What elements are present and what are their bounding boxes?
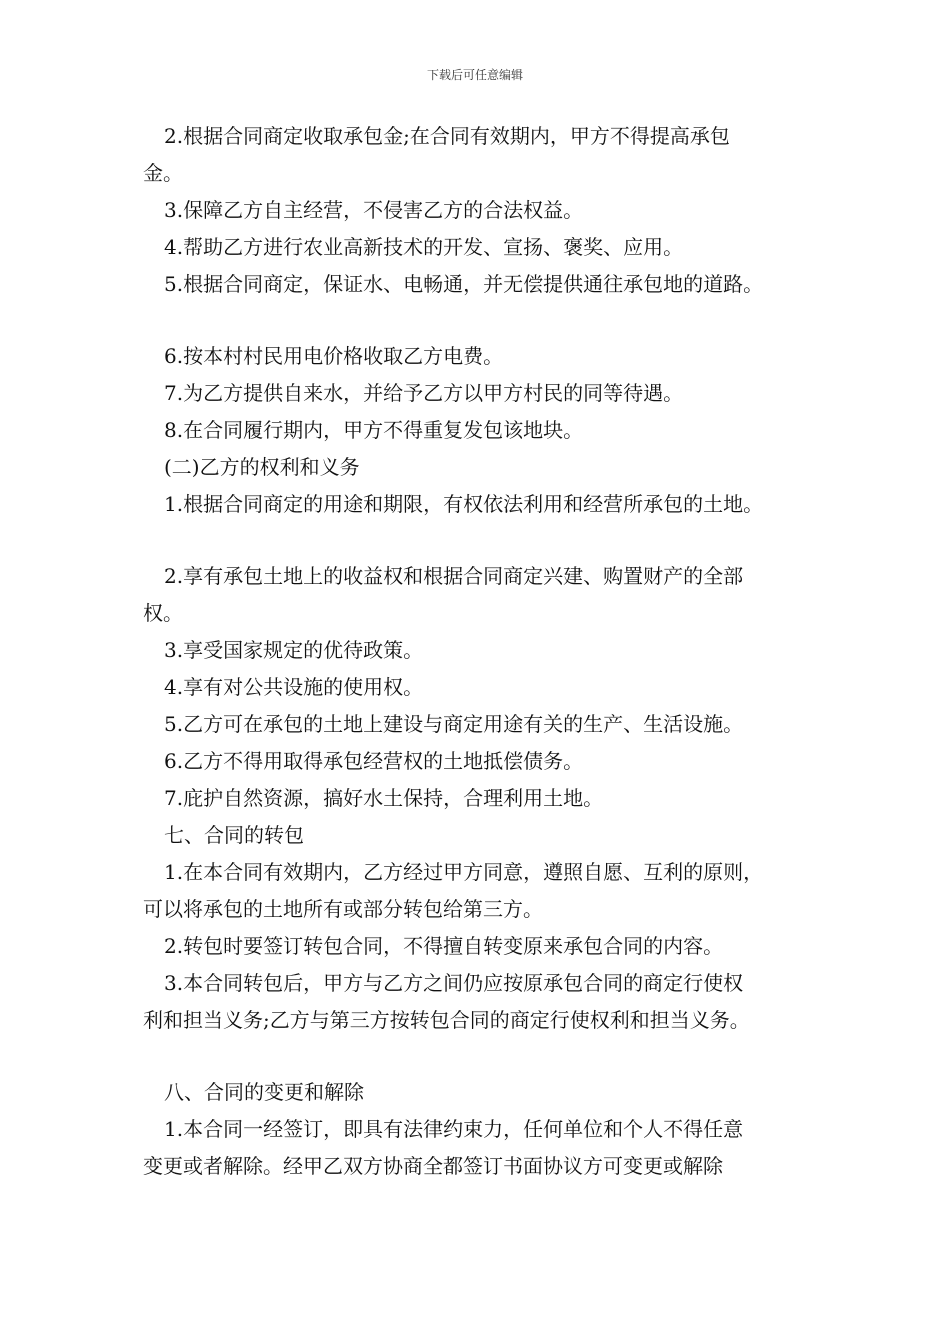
text-line: 变更或者解除。经甲乙双方协商全都签订书面协议方可变更或解除 bbox=[143, 1154, 723, 1178]
text-line: 2.根据合同商定收取承包金;在合同有效期内，甲方不得提高承包 bbox=[164, 124, 730, 148]
text-line: 1.根据合同商定的用途和期限，有权依法利用和经营所承包的土地。 bbox=[164, 492, 764, 516]
text-line: 5.乙方可在承包的土地上建设与商定用途有关的生产、生活设施。 bbox=[164, 712, 744, 736]
text-line: 6.按本村村民用电价格收取乙方电费。 bbox=[164, 344, 504, 368]
text-line: 可以将承包的土地所有或部分转包给第三方。 bbox=[143, 897, 543, 921]
text-line: 7.庇护自然资源，搞好水土保持，合理利用土地。 bbox=[164, 786, 604, 810]
text-line: 7.为乙方提供自来水，并给予乙方以甲方村民的同等待遇。 bbox=[164, 381, 684, 405]
text-line: 权。 bbox=[143, 601, 183, 625]
text-line: 七、合同的转包 bbox=[164, 823, 304, 847]
text-line: 利和担当义务;乙方与第三方按转包合同的商定行使权利和担当义务。 bbox=[143, 1008, 750, 1032]
text-line: (二)乙方的权利和义务 bbox=[164, 455, 360, 479]
text-line: 2.转包时要签订转包合同，不得擅自转变原来承包合同的内容。 bbox=[164, 934, 724, 958]
text-line: 5.根据合同商定，保证水、电畅通，并无偿提供通往承包地的道路。 bbox=[164, 272, 764, 296]
text-line: 八、合同的变更和解除 bbox=[164, 1080, 364, 1104]
text-line: 4.享有对公共设施的使用权。 bbox=[164, 675, 424, 699]
text-line: 3.享受国家规定的优待政策。 bbox=[164, 638, 424, 662]
document-body bbox=[143, 118, 823, 1185]
text-line: 6.乙方不得用取得承包经营权的土地抵偿债务。 bbox=[164, 749, 584, 773]
paragraph-gap bbox=[143, 1039, 823, 1074]
text-line: 4.帮助乙方进行农业高新技术的开发、宣扬、褒奖、应用。 bbox=[164, 235, 684, 259]
page-header: 下载后可任意编辑 bbox=[426, 68, 523, 82]
paragraph-gap bbox=[143, 523, 823, 558]
text-line: 2.享有承包土地上的收益权和根据合同商定兴建、购置财产的全部 bbox=[164, 564, 744, 588]
text-line: 1.在本合同有效期内，乙方经过甲方同意，遵照自愿、互利的原则， bbox=[164, 860, 764, 884]
text-line: 3.本合同转包后，甲方与乙方之间仍应按原承包合同的商定行使权 bbox=[164, 971, 744, 995]
text-line: 8.在合同履行期内，甲方不得重复发包该地块。 bbox=[164, 418, 584, 442]
text-line: 1.本合同一经签订，即具有法律约束力，任何单位和个人不得任意 bbox=[164, 1117, 744, 1141]
paragraph-gap bbox=[143, 303, 823, 338]
text-line: 3.保障乙方自主经营，不侵害乙方的合法权益。 bbox=[164, 198, 584, 222]
text-line: 金。 bbox=[143, 161, 183, 185]
